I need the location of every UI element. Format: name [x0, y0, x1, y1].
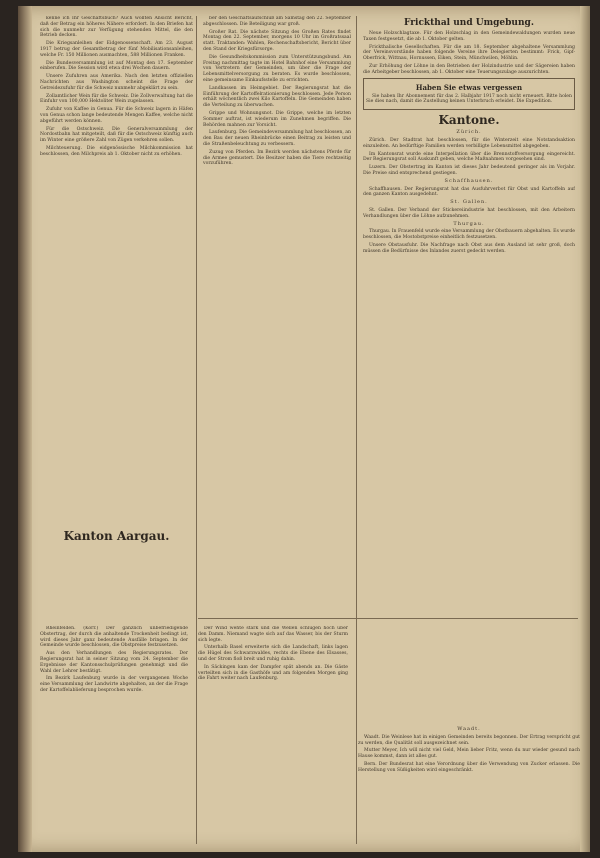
column-rule [196, 16, 197, 844]
book-binding [18, 6, 32, 852]
subsection-heading: Waadt. [457, 726, 481, 732]
section-heading: Frickthal und Umgebung. [404, 18, 534, 28]
article-text: Im Kantonsrat wurde eine Interpellation über die Brennstoffversorgung eingereicht. Der Regierungsrat soll Auskunft geben, welche Maßnahmen vorgesehen sind. [363, 151, 575, 163]
article-text: Laufenburg. Die Gemeindeversammlung hat beschlossen, an den Bau der neuen Rheinbrücke einen Beitrag zu leisten und die Straßenbeleuchtung zu verbessern. [203, 130, 351, 147]
article-text: Waadt. Die Weinlese hat in einigen Gemeinden bereits begonnen. Der Ertrag verspricht gut zu werden, die Qualität soll ausgezeichnet sein. [358, 734, 580, 746]
article-text: Luzern. Der Obstertrag im Kanton ist dieses Jahr bedeutend geringer als im Vorjahr. Die Preise sind entsprechend gestiegen. [363, 165, 575, 176]
article-text: Für die Ostschweiz. Die Generalversammlung der Nordostbahn hat mitgeteilt, daß für die Ostschweiz künftig auch im Winter eine größere Zahl von Zügen verkehren sollen. [40, 126, 193, 144]
section-heading: Kanton Aargau. [63, 529, 170, 543]
article-text: Die Bundesversammlung ist auf Montag den 17. September einberufen. Die Session wird etwa drei Wochen dauern. [40, 60, 193, 72]
notice-text: Sie haben Ihr Abonnement für das 2. Halbjahr 1917 noch nicht erneuert. Bitte holen Sie dies nach, damit die Zustellung keinen Unterbruch erleidet. Die Expedition. [366, 93, 572, 105]
column-3-bottom [358, 726, 580, 848]
section-heading: Kantone. [438, 113, 500, 128]
subsection-heading: Schaffhausen. [444, 177, 494, 184]
article-text: Zürich. Der Stadtrat hat beschlossen, für die Winterzeit eine Notstandsaktion einzuleiten. An bedürftige Familien werden verbilligte Lebensmittel abgegeben. [363, 137, 575, 149]
subsection-heading: St. Gallen. [450, 199, 488, 206]
article-text: Schaffhausen. Der Regierungsrat hat das Ausfuhrverbot für Obst und Kartoffeln auf den ganzen Kanton ausgedehnt. [363, 186, 575, 198]
article-text: Die Gesundheitskommission zum Unterstützungsbund. Am Freitag nachmittag tagte im Hotel Bahnhof eine Versammlung von Vertretern der Gemeinden, um über die Frage der Lebensmittelversorgung zu beraten. Es wurde beschlossen, eine gemeinsame Einkaufsstelle zu errichten. [203, 54, 351, 83]
article-text: In Säckingen kam der Dampfer spät abends an. Die Gäste verteilten sich in die Gasthöfe und am folgenden Morgen ging die Fahrt weiter nach Laufenburg. [198, 664, 348, 682]
article-text: ber den Geschäftsaufschluß am Samstag den 22. September abgeschlossen. Die Beteiligung war groß. [203, 16, 351, 27]
column-2 [203, 16, 351, 616]
newspaper-page [18, 6, 590, 852]
subscription-notice [363, 78, 575, 111]
article-text: Zufuhr von Kaffee in Genua. Für die Schweiz lagern in Häfen von Genua schon lange bedeutende Mengen Kaffee, welche nicht abgeführt werden können. [40, 107, 193, 124]
article-text: Unsere Obstausfuhr. Die Nachfrage nach Obst aus dem Ausland ist sehr groß, doch müssen die Bedürfnisse des Inlandes zuerst gedeckt werden. [363, 242, 575, 254]
column-rule [356, 16, 357, 844]
article-text: Neue Holzschlagtaxe. Für den Holzschlag in den Gemeindewaldungen wurden neue Taxen festgesetzt, die ab 1. Oktober gelten. [363, 31, 575, 42]
article-text: Großer Rat. Die nächste Sitzung des Großen Rates findet Montag den 22. September, morgens 10 Uhr im Großratssaal statt. Traktanden: Wahlen, Rechenschaftsbericht, Bericht über den Stand der Kriegsfürsorge. [203, 29, 351, 52]
subsection-heading: Thurgau. [453, 220, 485, 227]
article-text: Zur Erhöhung der Löhne in den Betrieben der Holzindustrie und der Sägereien haben die Arbeitgeber beschlossen, ab 1. Oktober eine Teuerungszulage auszurichten. [363, 63, 575, 75]
article-text: Mutter Meyer, Ich will nicht viel Geld, Mein lieber Fritz, wenn du nur wieder gesund nach Hause kommst, dann ist alles gut. [358, 748, 580, 760]
column-3 [363, 16, 575, 706]
article-text: Rheinfelden. (Korr.) Der gänzlich unbefriedigende Obstertrag, der durch die anhaltende Trockenheit bedingt ist, wird dieses Jahr ganz bedeutende Ausfälle bringen. In der Gemeinde wurde beschlossen, die Obstpreise festzusetzen. [40, 626, 188, 649]
article-text: Frickthalische Gesellschaften. Für die am 18. September abgehaltene Versammlung der Vereinsvorstände haben folgende Vereine ihre Delegierten bestimmt: Frick, Gipf-Oberfrick, Wittnau, Hornussen, Eiken, Stein, Münchwilen, Möhlin. [363, 44, 575, 62]
article-text: Grippe und Wohnungsnot. Die Grippe, welche im letzten Sommer auftrat, ist wiederum im Zunehmen begriffen. Die Behörden mahnen zur Vorsicht. [203, 110, 351, 128]
column-1-bottom [40, 626, 188, 848]
subsection-heading: Zürich. [456, 129, 482, 136]
article-text: Die Kriegsanleihen der Eidgenossenschaft. Am 23. August 1917 betrug der Gesamtbetrag der fünf Mobilisationsanleihen, welche Fr. 150 Millionen ausmachten, 588 Millionen Franken. [40, 41, 193, 58]
page-edge [580, 6, 590, 852]
article-text: Bern. Der Bundesrat hat eine Verordnung über die Verwendung von Zucker erlassen. Die Herstellung von Süßigkeiten wird eingeschränkt. [358, 761, 580, 773]
article-text: kenne ich Ihr Geschäftsbuch? Auch wollten Ansicht Bericht, daß der Betrag ein höheres Nähere erfordert. In den Briefen hat sich die nunmehr zur Verfügung stehenden Mittel, die den Betrieb decken. [40, 16, 193, 39]
article-text: Zuzug von Pferden. Im Bezirk werden nächstens Pferde für die Armee gemustert. Die Besitzer haben die Tiere rechtzeitig vorzuführen. [203, 149, 351, 167]
column-1 [40, 16, 193, 536]
kanton-aargau-section [40, 526, 193, 622]
article-text: Der Wind wehte stark und die Wellen schlugen hoch über den Damm. Niemand wagte sich auf das Wasser, bis der Sturm sich legte. [198, 626, 348, 643]
article-text: Landkassen im Heimgebiet. Der Regierungsrat hat die Einführung der Kartoffelrationierung beschlossen. Jede Person erhält wöchentlich zwei Kilo Kartoffeln. Die Gemeinden haben die Verteilung zu überwachen. [203, 85, 351, 109]
article-text: Unterhalb Basel erweiterte sich die Landschaft, links lagen die Hügel des Schwarzwaldes, rechts die Ebene des Elsasses, und der Strom floß breit und ruhig dahin. [198, 645, 348, 662]
column-2-bottom [198, 626, 348, 848]
article-text: Thurgau. In Frauenfeld wurde eine Versammlung der Obstbauern abgehalten. Es wurde beschlossen, die Mostobstpreise einheitlich festzusetzen. [363, 229, 575, 241]
notice-heading: Haben Sie etwas vergessen [415, 82, 523, 92]
article-text: St. Gallen. Der Verband der Stickereiindustrie hat beschlossen, mit den Arbeitern Verhandlungen über die Löhne aufzunehmen. [363, 207, 575, 219]
article-text: Milchteuerung. Die eidgenössische Milchkommission hat beschlossen, den Milchpreis ab 1. Oktober nicht zu erhöhen. [40, 145, 193, 157]
article-text: Zollamtlicher Wein für die Schweiz. Die Zollverwaltung hat die Einfuhr von 100,000 Hektoliter Wein zugelassen. [40, 93, 193, 105]
article-text: Im Bezirk Laufenburg wurde in der vergangenen Woche eine Versammlung der Landwirte abgehalten, an der die Frage der Kartoffelablieferung besprochen wurde. [40, 676, 188, 693]
article-text: Aus den Verhandlungen des Regierungsrates. Der Regierungsrat hat in seiner Sitzung vom 24. September die Ergebnisse der Kantonsschulprüfungen genehmigt und die Wahl der Lehrer bestätigt. [40, 651, 188, 674]
article-text: Unsere Zufuhren aus Amerika. Nach den letzten offiziellen Nachrichten aus Washington scheint die Frage der Getreidezufuhr für die Schweiz nunmehr abgeklärt zu sein. [40, 74, 193, 91]
